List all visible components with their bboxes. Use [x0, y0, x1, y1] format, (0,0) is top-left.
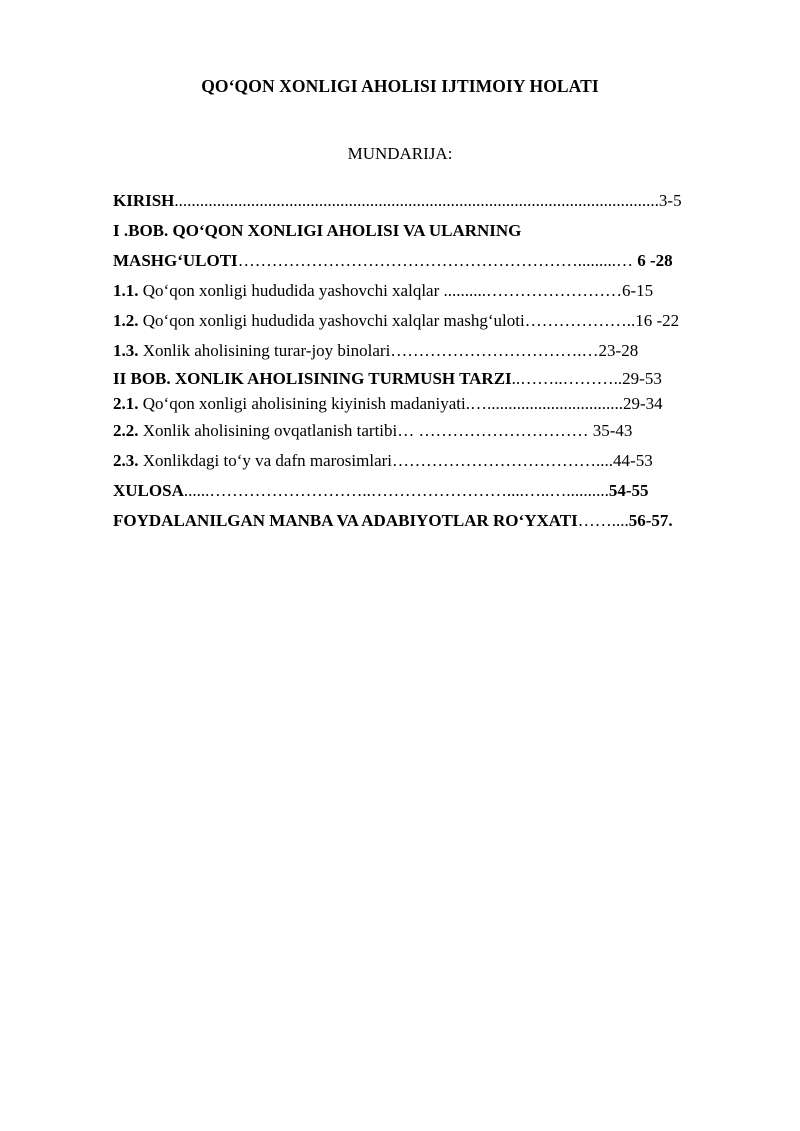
toc-entry-number: 2.1. — [113, 394, 139, 413]
toc-entry-title: Xonlik aholisining turar-joy binolari — [138, 341, 391, 360]
toc-entry-pages: 3-5 — [658, 191, 682, 210]
toc-entry-title: XULOSA — [113, 481, 184, 500]
toc-entry-chapter-1-line-1[interactable] — [113, 216, 743, 246]
toc-entry-pages: 6-15 — [622, 281, 654, 300]
toc-dot-leader: ......………………………..……………………....…..….......... — [183, 481, 609, 500]
toc-entry-pages: 29-53 — [622, 369, 662, 388]
toc-entry-pages: 23-28 — [598, 341, 639, 360]
toc-dot-leader: …………………………….… — [390, 341, 599, 360]
toc-entry-pages: 54-55 — [608, 481, 649, 500]
toc-entry-chapter-2[interactable] — [113, 366, 743, 391]
toc-dot-leader: ..........…………………… — [443, 281, 623, 300]
toc-entry-title: KIRISH — [113, 191, 175, 210]
toc-entry-number: 1.3. — [113, 341, 139, 360]
toc-entry-number: 2.3. — [113, 451, 139, 470]
toc-entry-pages: 16 -22 — [635, 311, 680, 330]
contents-heading: MUNDARIJA: — [347, 144, 453, 163]
toc-entry-section-1-3[interactable] — [113, 336, 743, 366]
toc-entry-number: 1.1. — [113, 281, 139, 300]
toc-entry-number: 1.2. — [113, 311, 139, 330]
toc-entry-title: I .BOB. QO‘QON XONLIGI AHOLISI VA ULARNING — [113, 221, 522, 240]
toc-entry-kirish[interactable] — [113, 186, 743, 216]
toc-entry-title: II BOB. XONLIK AHOLISINING TURMUSH TARZI — [113, 369, 512, 388]
toc-entry-title: Qo‘qon xonligi hududida yashovchi xalqlar — [138, 281, 444, 300]
toc-entry-pages: 6 -28 — [632, 251, 673, 270]
toc-entry-title: Qo‘qon xonligi hududida yashovchi xalqlar mashg‘uloti — [138, 311, 525, 330]
table-of-contents — [113, 186, 743, 536]
toc-entry-pages: 29-34 — [622, 394, 663, 413]
toc-entry-xulosa[interactable] — [113, 476, 743, 506]
toc-dot-leader: ..……..……….. — [511, 369, 623, 388]
toc-entry-section-1-2[interactable] — [113, 306, 743, 336]
toc-entry-chapter-1-line-2[interactable] — [113, 246, 743, 276]
toc-entry-title: Qo‘qon xonligi aholisining kiyinish madaniyati — [138, 394, 466, 413]
toc-dot-leader: .................................................................................................................. — [174, 191, 659, 210]
toc-entry-pages: 56-57. — [628, 511, 673, 530]
toc-dot-leader: …………………………………………………….........… — [237, 251, 633, 270]
toc-entry-title: MASHG‘ULOTI — [113, 251, 238, 270]
toc-entry-title: FOYDALANILGAN MANBA VA ADABIYOTLAR RO‘YXATI — [113, 511, 578, 530]
toc-entry-section-2-2[interactable] — [113, 416, 743, 446]
toc-entry-pages: 35-43 — [588, 421, 633, 440]
toc-entry-section-2-1[interactable] — [113, 391, 743, 416]
toc-dot-leader: …….... — [577, 511, 629, 530]
toc-entry-section-1-1[interactable] — [113, 276, 743, 306]
toc-entry-title: Xonlik aholisining ovqatlanish tartibi… — [138, 421, 419, 440]
toc-entry-number: 2.2. — [113, 421, 139, 440]
toc-entry-section-2-3[interactable] — [113, 446, 743, 476]
toc-dot-leader: ………………………… — [418, 421, 589, 440]
toc-entry-references[interactable] — [113, 506, 743, 536]
toc-dot-leader: ……………….. — [524, 311, 636, 330]
toc-entry-pages: 44-53 — [613, 451, 653, 470]
page-title: QO‘QON XONLIGI AHOLISI IJTIMOIY HOLATI — [201, 76, 599, 96]
toc-dot-leader: ……………………………….... — [392, 451, 614, 470]
toc-entry-title: Xonlikdagi to‘y va dafn marosimlari — [138, 451, 393, 470]
toc-dot-leader: .…................................ — [465, 394, 623, 413]
